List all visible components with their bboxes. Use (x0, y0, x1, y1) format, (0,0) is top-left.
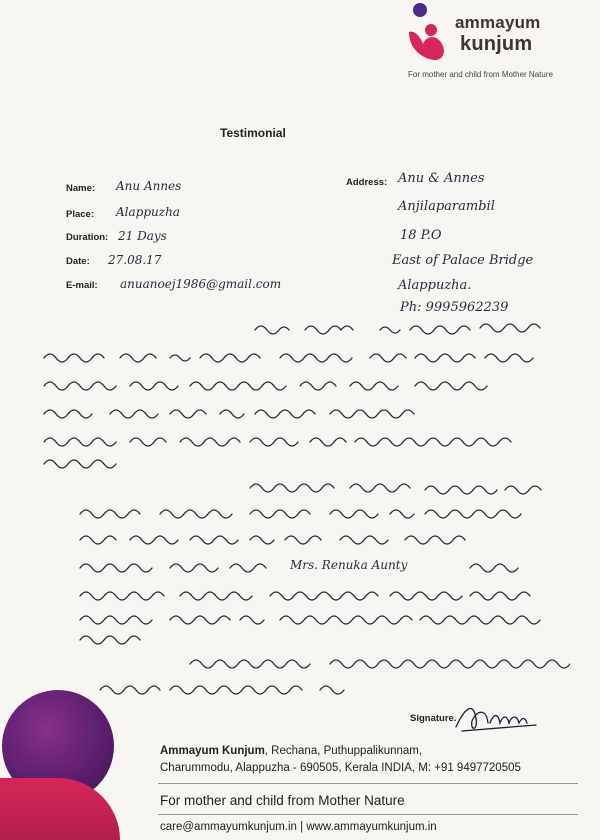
brand-name-line1: ammayum (455, 13, 541, 32)
footer-tagline: For mother and child from Mother Nature (160, 793, 405, 808)
footer-address-line2: Charummodu, Alappuzha - 690505, Kerala INDIA, M: +91 9497720505 (160, 762, 521, 774)
address-line: 18 P.O (400, 228, 442, 243)
footer-company-name: Ammayum Kunjum (160, 745, 265, 757)
page-title: Testimonial (220, 126, 286, 140)
email-label: E-mail: (66, 280, 98, 291)
footer-pink-shape (0, 778, 120, 840)
name-label: Name: (66, 183, 96, 194)
handwritten-english-name: Mrs. Renuka Aunty (290, 558, 408, 572)
address-line: Ph: 9995962239 (400, 300, 509, 315)
address-line: Anjilaparambil (398, 199, 495, 214)
footer-contact: care@ammayumkunjum.in | www.ammayumkunjum.in (160, 821, 437, 833)
mother-child-logo-icon (405, 2, 451, 64)
footer-divider (158, 814, 578, 815)
duration-label: Duration: (66, 232, 109, 243)
duration-value: 21 Days (118, 229, 167, 243)
address-label: Address: (346, 177, 388, 188)
header-tagline: For mother and child from Mother Nature (408, 70, 553, 79)
address-line: Anu & Annes (398, 171, 485, 186)
date-value: 27.08.17 (108, 253, 162, 267)
address-line: East of Palace Bridge (392, 253, 534, 268)
brand-logo (405, 0, 595, 85)
email-value: anuanoej1986@gmail.com (120, 277, 282, 291)
brand-name-line2: kunjum (460, 33, 533, 55)
signature-label: Signature. (410, 713, 457, 724)
handwritten-testimonial-body (40, 318, 570, 708)
footer-divider (158, 783, 578, 784)
place-value: Alappuzha (116, 205, 180, 219)
address-line: Alappuzha. (398, 278, 472, 293)
signature-mark-icon (452, 697, 542, 739)
date-label: Date: (66, 256, 90, 267)
handwriting-strokes (40, 318, 570, 708)
footer-address-line1 (160, 745, 422, 757)
name-value: Anu Annes (116, 179, 182, 193)
place-label: Place: (66, 209, 94, 220)
footer-address-rest: , Rechana, Puthuppalikunnam, (264, 745, 423, 757)
